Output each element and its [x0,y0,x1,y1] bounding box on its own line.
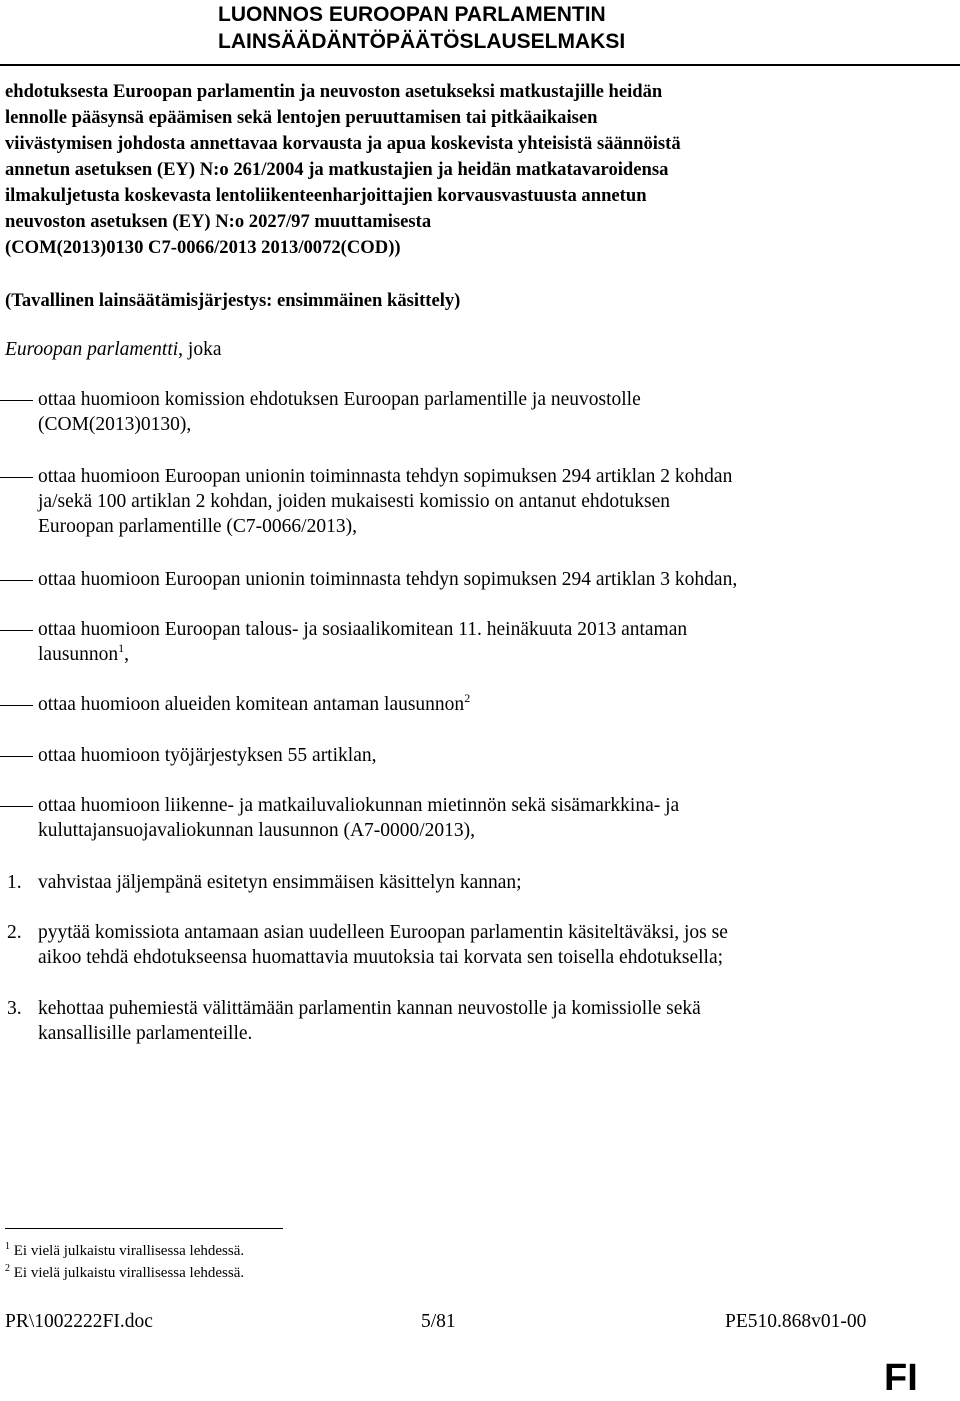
footnote-1 [5,1240,244,1262]
procedure-note: (Tavallinen lainsäätämisjärjestys: ensimmäinen käsittely) [5,290,461,311]
citation-line: ottaa huomioon komission ehdotuksen Euroopan parlamentille ja neuvostolle [38,389,641,410]
document-header [218,1,678,55]
citation-line: kuluttajansuojavaliokunnan lausunnon (A7-0000/2013), [38,820,476,841]
intro-subject: Euroopan parlamentti [5,339,179,360]
citation-line: ottaa huomioon Euroopan unionin toiminnasta tehdyn sopimuksen 294 artiklan 3 kohdan, [38,569,738,590]
title-line: viivästymisen johdosta annettavaa korvausta ja apua koskevista yhteisistä säännöistä [5,133,681,154]
title-line: neuvoston asetuksen (EY) N:o 2027/97 muuttamisesta [5,211,432,232]
citation-line [38,642,918,667]
resolution-number: 3. [7,998,22,1019]
footnote-ref-2: 2 [464,691,471,705]
dash-marker [0,567,32,581]
header-line-1: LUONNOS EUROOPAN PARLAMENTIN [218,3,606,26]
title-line: ehdotuksesta Euroopan parlamentin ja neuvoston asetukseksi matkustajille heidän [5,81,663,102]
resolution-line: aikoo tehdä ehdotukseensa huomattavia muutoksia tai korvata sen toisella ehdotuksella; [38,947,724,968]
title-line: annetun asetuksen (EY) N:o 261/2004 ja matkustajien ja heidän matkatavaroidensa [5,159,669,180]
citation-line [38,692,918,717]
footnote-number: 2 [5,1263,10,1274]
footnotes [5,1240,244,1284]
language-code: FI [884,1357,918,1399]
title-line: (COM(2013)0130 C7-0066/2013 2013/0072(COD)) [5,237,401,258]
resolution-line: kehottaa puhemiestä välittämään parlamentin kannan neuvostolle ja komissiolle sekä [38,998,701,1019]
footnote-text: Ei vielä julkaistu virallisessa lehdessä. [13,1243,245,1259]
footer-pe-ref: PE510.868v01-00 [725,1311,867,1332]
dash-marker [0,692,32,706]
dash-marker [0,793,32,807]
resolution-line: kansallisille parlamenteille. [38,1023,253,1044]
dash-marker [0,743,32,757]
footnote-separator [5,1228,283,1229]
header-line-2: LAINSÄÄDÄNTÖPÄÄTÖSLAUSELMAKSI [218,30,626,53]
citation-line: ottaa huomioon liikenne- ja matkailuvaliokunnan mietinnön sekä sisämarkkina- ja [38,795,680,816]
intro-rest: , joka [178,339,222,360]
title-line: lennolle pääsynsä epäämisen sekä lentojen peruuttamisen tai pitkäaikaisen [5,107,598,128]
resolution-line: vahvistaa jäljempänä esitetyn ensimmäisen käsittelyn kannan; [38,872,522,893]
resolution-number: 1. [7,872,22,893]
proposal-title [5,79,905,261]
header-rule [0,64,960,66]
citation-text: lausunnon [38,644,119,665]
footnote-2 [5,1262,244,1284]
footer-page-number: 5/81 [421,1311,456,1332]
citation-line: Euroopan parlamentille (C7-0066/2013), [38,516,357,537]
citation-line: ottaa huomioon työjärjestyksen 55 artiklan, [38,745,377,766]
resolution-number: 2. [7,922,22,943]
dash-marker [0,617,32,631]
footnote-text: Ei vielä julkaistu virallisessa lehdessä. [13,1265,245,1281]
dash-marker [0,464,32,478]
citation-line: ja/sekä 100 artiklan 2 kohdan, joiden mukaisesti komissio on antanut ehdotuksen [38,491,671,512]
citation-line: ottaa huomioon Euroopan unionin toiminnasta tehdyn sopimuksen 294 artiklan 2 kohdan [38,466,733,487]
title-line: ilmakuljetusta koskevasta lentoliikenteenharjoittajien korvausvastuusta annetun [5,185,647,206]
citation-punct: , [124,644,130,665]
dash-marker [0,387,32,401]
intro-phrase [5,337,221,362]
citation-text: ottaa huomioon alueiden komitean antaman lausunnon [38,694,465,715]
resolution-line: pyytää komissiota antamaan asian uudelleen Euroopan parlamentin käsiteltäväksi, jos se [38,922,728,943]
citation-line: (COM(2013)0130), [38,414,192,435]
footer-doc-ref: PR\1002222FI.doc [5,1311,153,1332]
citation-line: ottaa huomioon Euroopan talous- ja sosiaalikomitean 11. heinäkuuta 2013 antaman [38,619,688,640]
footnote-ref-1: 1 [118,641,125,655]
footnote-number: 1 [5,1241,10,1252]
